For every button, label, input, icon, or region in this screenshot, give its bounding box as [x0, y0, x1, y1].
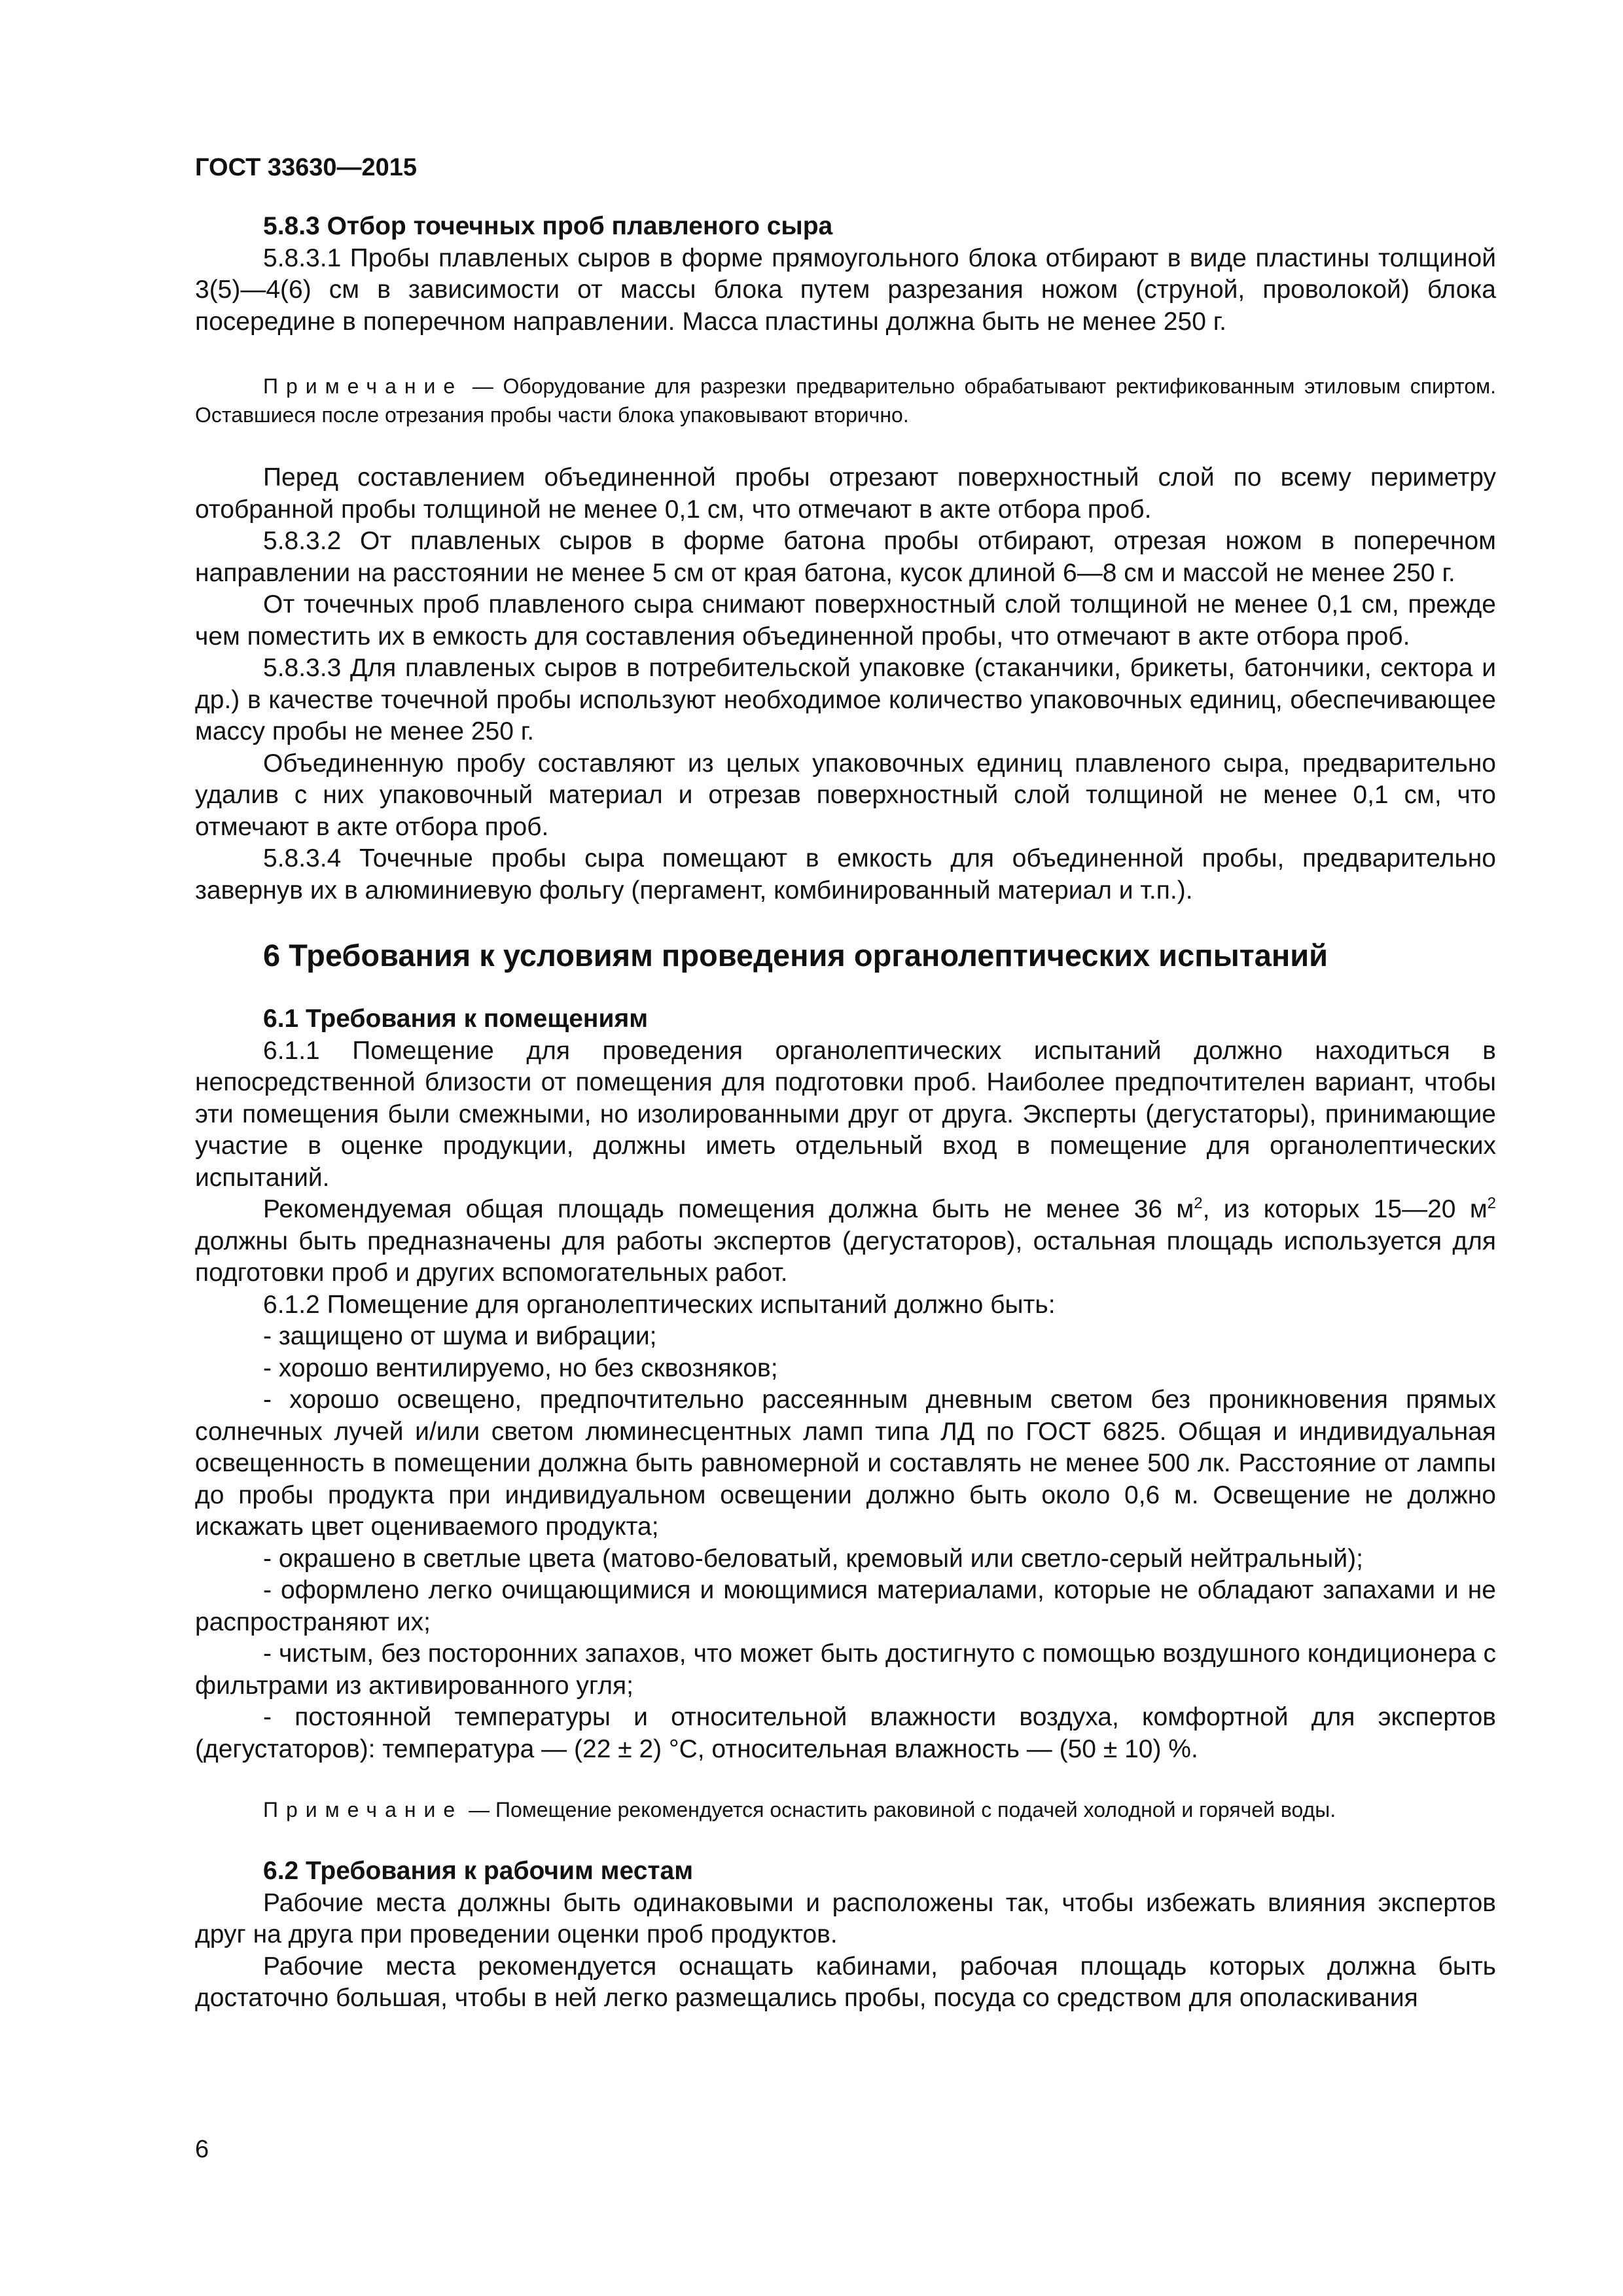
area-text-part-2: , из которых 15—20 м: [1202, 1195, 1488, 1223]
note-2: [195, 1795, 1496, 1824]
list-item: - окрашено в светлые цвета (матово-беловатый, кремовый или светло-серый нейтральный);: [263, 1544, 1363, 1573]
paragraph-6-1-2: 6.1.2 Помещение для органолептических испытаний должно быть:: [263, 1290, 1056, 1319]
paragraph-6-1-1: 6.1.1 Помещение для проведения органолептических испытаний должно находиться в непосредственной близости от помещения для подготовки проб. Наиболее предпочтителен вариант, чтобы эти помещения были смежными, но изолированными друг от друга. Эксперты (дегустаторы), принимающие участие в оценке продукции, должны иметь отдельный вход в помещение для органолептических испытаний.: [195, 1036, 1496, 1192]
subsection-heading-6-1: 6.1 Требования к помещениям: [263, 1005, 649, 1033]
note-label: Примечание: [263, 1798, 463, 1821]
document-body: [195, 211, 1496, 2015]
paragraph-combined-sample: Объединенную пробу составляют из целых упаковочных единиц плавленого сыра, предварительно удалив с них упаковочный материал и отрезав поверхностный слой толщиной не менее 0,1 см, что отмечают в акте отбора проб.: [195, 749, 1496, 841]
paragraph-room-area: [195, 1194, 1496, 1289]
paragraph-5-8-3-1: 5.8.3.1 Пробы плавленых сыров в форме прямоугольного блока отбирают в виде пластины толщиной 3(5)—4(6) см в зависимости от массы блока путем разрезания ножом (струной, проволокой) блока посередине в поперечном направлении. Масса пластины должна быть не менее 250 г.: [195, 243, 1496, 336]
subsection-heading-5-8-3: 5.8.3 Отбор точечных проб плавленого сыра: [263, 212, 833, 240]
paragraph-workplaces-2: Рабочие места рекомендуется оснащать кабинами, рабочая площадь которых должна быть достаточно большая, чтобы в ней легко размещались пробы, посуда со средством для ополаскивания: [195, 1952, 1496, 2012]
list-item: - защищено от шума и вибрации;: [263, 1322, 657, 1350]
paragraph-5-8-3-4: 5.8.3.4 Точечные пробы сыра помещают в емкость для объединенной пробы, предварительно завернув их в алюминиевую фольгу (пергамент, комбинированный материал и т.п.).: [195, 844, 1496, 905]
paragraph-outer-layer: Перед составлением объединенной пробы отрезают поверхностный слой по всему периметру отобранной пробы толщиной не менее 0,1 см, что отмечают в акте отбора проб.: [195, 463, 1496, 524]
note-text: — Оборудование для разрезки предварительно обрабатывают ректификованным этиловым спиртом. Оставшиеся после отрезания пробы части блока упаковывают вторично.: [195, 374, 1496, 427]
superscript-2: 2: [1487, 1194, 1496, 1212]
list-item: - хорошо освещено, предпочтительно рассеянным дневным светом без проникновения прямых солнечных лучей и/или светом люминесцентных ламп типа ЛД по ГОСТ 6825. Общая и индивидуальная освещенность в помещении должна быть равномерной и составлять не менее 500 лк. Расстояние от лампы до пробы продукта при индивидуальном освещении должно быть около 0,6 м. Освещение не должно искажать цвет оцениваемого продукта;: [195, 1386, 1496, 1541]
paragraph-surface-layer: От точечных проб плавленого сыра снимают поверхностный слой толщиной не менее 0,1 см, прежде чем поместить их в емкость для составления объединенной пробы, что отмечают в акте отбора проб.: [195, 590, 1496, 651]
note-1: [195, 372, 1496, 429]
paragraph-5-8-3-3: 5.8.3.3 Для плавленых сыров в потребительской упаковке (стаканчики, брикеты, батончики, сектора и др.) в качестве точечной пробы используют необходимое количество упаковочных единиц, обеспечивающее массу пробы не менее 250 г.: [195, 654, 1496, 745]
paragraph-5-8-3-2: 5.8.3.2 От плавленых сыров в форме батона пробы отбирают, отрезая ножом в поперечном направлении на расстоянии не менее 5 см от края батона, кусок длиной 6—8 см и массой не менее 250 г.: [195, 527, 1496, 587]
list-item: - оформлено легко очищающимися и моющимися материалами, которые не обладают запахами и не распространяют их;: [195, 1576, 1496, 1636]
area-text-part-3: должны быть предназначены для работы экспертов (дегустаторов), остальная площадь используется для подготовки проб и других вспомогательных работ.: [195, 1227, 1496, 1287]
page-number: 6: [195, 2136, 209, 2163]
subsection-heading-6-2: 6.2 Требования к рабочим местам: [263, 1857, 694, 1885]
document-code-header: ГОСТ 33630—2015: [195, 154, 418, 181]
list-item: - постоянной температуры и относительной влажности воздуха, комфортной для экспертов (дегустаторов): температура — (22 ± 2) °С, относительная влажность — (50 ± 10) %.: [195, 1703, 1496, 1763]
list-item: - хорошо вентилируемо, но без сквозняков;: [263, 1354, 778, 1382]
paragraph-workplaces-1: Рабочие места должны быть одинаковыми и расположены так, чтобы избежать влияния экспертов друг на друга при проведении оценки проб продуктов.: [195, 1888, 1496, 1948]
note-text: — Помещение рекомендуется оснастить раковиной с подачей холодной и горячей воды.: [463, 1798, 1336, 1821]
superscript-2: 2: [1194, 1194, 1203, 1212]
list-item: - чистым, без посторонних запахов, что может быть достигнуто с помощью воздушного кондиционера с фильтрами из активированного угля;: [195, 1640, 1496, 1700]
area-text-part-1: Рекомендуемая общая площадь помещения должна быть не менее 36 м: [263, 1195, 1194, 1223]
section-heading-6: 6 Требования к условиям проведения органолептических испытаний: [263, 938, 1329, 973]
note-label: Примечание: [263, 374, 463, 398]
